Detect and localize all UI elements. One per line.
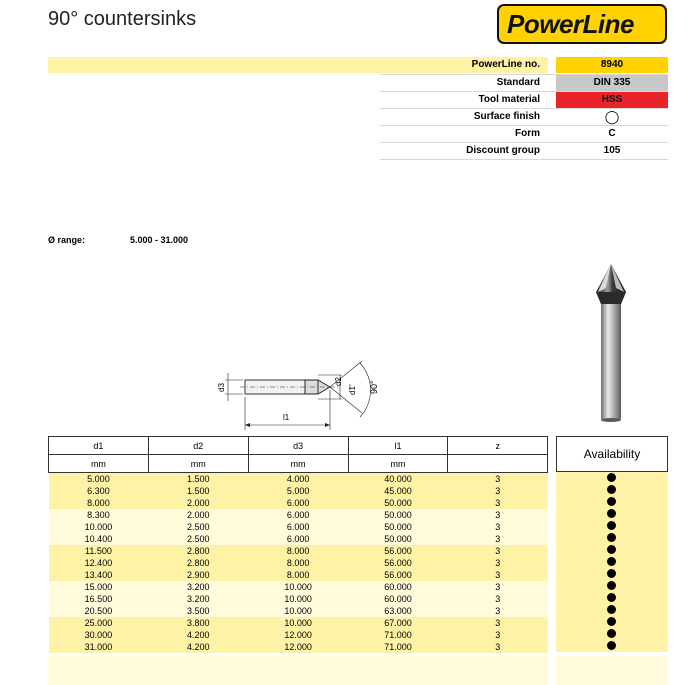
spec-label-form: Form — [515, 128, 540, 139]
table-row — [49, 473, 548, 486]
cell-l1: 71.000 — [348, 629, 448, 641]
spec-divider — [380, 159, 668, 160]
column-header-l1: l1 — [348, 437, 448, 455]
cell-z: 3 — [448, 473, 548, 486]
cell-l1: 56.000 — [348, 569, 448, 581]
filled-circle-icon — [607, 485, 616, 494]
filled-circle-icon — [607, 641, 616, 650]
cell-d1: 31.000 — [49, 641, 149, 653]
column-header-d3: d3 — [248, 437, 348, 455]
table-row — [49, 521, 548, 533]
cell-d2: 2.800 — [148, 557, 248, 569]
cell-d2: 3.800 — [148, 617, 248, 629]
filled-circle-icon — [607, 617, 616, 626]
spec-value-standard: DIN 335 — [556, 75, 668, 91]
column-header-d1: d1 — [49, 437, 149, 455]
table-row — [49, 545, 548, 557]
cell-d2: 2.800 — [148, 545, 248, 557]
surface-finish-icon: ◯ — [604, 109, 620, 124]
cell-l1: 50.000 — [348, 521, 448, 533]
cell-z: 3 — [448, 641, 548, 653]
cell-d1: 16.500 — [49, 593, 149, 605]
cell-d1: 30.000 — [49, 629, 149, 641]
cell-d2: 4.200 — [148, 629, 248, 641]
countersink-tool-image — [578, 262, 648, 422]
spec-value-powerline-no: 8940 — [556, 57, 668, 73]
table-footer-blank — [48, 656, 548, 685]
availability-footer-blank — [556, 656, 668, 685]
cell-d2: 2.000 — [148, 509, 248, 521]
dim-label-d1: d1 — [348, 386, 357, 395]
cell-z: 3 — [448, 521, 548, 533]
cell-d3: 12.000 — [248, 629, 348, 641]
unit-d3: mm — [248, 455, 348, 473]
table-row — [49, 581, 548, 593]
cell-d2: 3.500 — [148, 605, 248, 617]
cell-d1: 12.400 — [49, 557, 149, 569]
filled-circle-icon — [607, 593, 616, 602]
cell-d3: 6.000 — [248, 533, 348, 545]
cell-d2: 1.500 — [148, 473, 248, 486]
cell-d1: 5.000 — [49, 473, 149, 486]
cell-z: 3 — [448, 497, 548, 509]
cell-d3: 6.000 — [248, 521, 348, 533]
dim-label-l1: l1 — [283, 413, 290, 422]
cell-z: 3 — [448, 533, 548, 545]
cell-l1: 40.000 — [348, 473, 448, 486]
column-header-z: z — [448, 437, 548, 455]
cell-d2: 3.200 — [148, 581, 248, 593]
cell-d2: 2.500 — [148, 521, 248, 533]
unit-l1: mm — [348, 455, 448, 473]
cell-z: 3 — [448, 569, 548, 581]
cell-z: 3 — [448, 629, 548, 641]
cell-d1: 11.500 — [49, 545, 149, 557]
filled-circle-icon — [607, 533, 616, 542]
cell-d1: 10.400 — [49, 533, 149, 545]
dim-label-d3: d3 — [217, 383, 226, 392]
filled-circle-icon — [607, 581, 616, 590]
powerline-logo — [497, 4, 667, 44]
cell-l1: 60.000 — [348, 593, 448, 605]
cell-l1: 71.000 — [348, 641, 448, 653]
spec-label-powerline-no: PowerLine no. — [471, 59, 540, 70]
cell-l1: 50.000 — [348, 497, 448, 509]
cell-d3: 10.000 — [248, 581, 348, 593]
filled-circle-icon — [607, 521, 616, 530]
cell-d2: 3.200 — [148, 593, 248, 605]
cell-z: 3 — [448, 581, 548, 593]
unit-d2: mm — [148, 455, 248, 473]
availability-header: Availability — [556, 436, 668, 472]
table-body — [49, 473, 548, 654]
filled-circle-icon — [607, 473, 616, 482]
cell-d2: 1.500 — [148, 485, 248, 497]
cell-z: 3 — [448, 593, 548, 605]
spec-value-form: C — [608, 128, 616, 139]
filled-circle-icon — [607, 497, 616, 506]
cell-d2: 4.200 — [148, 641, 248, 653]
cell-d3: 8.000 — [248, 545, 348, 557]
cell-l1: 56.000 — [348, 557, 448, 569]
cell-z: 3 — [448, 485, 548, 497]
dim-label-d2: d2 — [334, 377, 343, 386]
cell-l1: 50.000 — [348, 533, 448, 545]
cell-l1: 60.000 — [348, 581, 448, 593]
cell-d2: 2.000 — [148, 497, 248, 509]
table-row — [49, 629, 548, 641]
cell-d1: 25.000 — [49, 617, 149, 629]
range-value: 5.000 - 31.000 — [130, 235, 189, 245]
unit-d1: mm — [49, 455, 149, 473]
filled-circle-icon — [607, 605, 616, 614]
filled-circle-icon — [607, 629, 616, 638]
cell-d1: 13.400 — [49, 569, 149, 581]
dimensions-table — [48, 436, 548, 653]
filled-circle-icon — [607, 509, 616, 518]
cell-l1: 63.000 — [348, 605, 448, 617]
spec-value-tool-material: HSS — [556, 92, 668, 108]
technical-drawing — [210, 355, 390, 435]
unit-z — [448, 455, 548, 473]
column-header-d2: d2 — [148, 437, 248, 455]
cell-z: 3 — [448, 557, 548, 569]
table-row — [49, 569, 548, 581]
cell-d3: 12.000 — [248, 641, 348, 653]
table-row — [49, 485, 548, 497]
filled-circle-icon — [607, 569, 616, 578]
table-row — [49, 533, 548, 545]
spec-label-standard: Standard — [496, 77, 540, 88]
cell-d2: 2.900 — [148, 569, 248, 581]
cell-d3: 8.000 — [248, 569, 348, 581]
filled-circle-icon — [607, 557, 616, 566]
cell-d3: 10.000 — [248, 617, 348, 629]
table-row — [49, 605, 548, 617]
cell-d3: 6.000 — [248, 509, 348, 521]
cell-d1: 15.000 — [49, 581, 149, 593]
table-row — [49, 641, 548, 653]
table-row — [49, 509, 548, 521]
cell-d1: 10.000 — [49, 521, 149, 533]
cell-d1: 20.500 — [49, 605, 149, 617]
spec-value-discount-group: 105 — [603, 145, 621, 156]
table-row — [49, 617, 548, 629]
logo-text: PowerLine — [507, 9, 634, 39]
filled-circle-icon — [607, 545, 616, 554]
cell-d1: 8.000 — [49, 497, 149, 509]
cell-d3: 4.000 — [248, 473, 348, 486]
cell-d3: 10.000 — [248, 605, 348, 617]
cell-d3: 6.000 — [248, 497, 348, 509]
cell-z: 3 — [448, 509, 548, 521]
cell-l1: 50.000 — [348, 509, 448, 521]
cell-d3: 10.000 — [248, 593, 348, 605]
spec-label-discount-group: Discount group — [466, 145, 540, 156]
dim-label-angle: 90° — [369, 380, 379, 394]
range-label: Ø range: — [48, 235, 86, 245]
cell-z: 3 — [448, 605, 548, 617]
table-row — [49, 497, 548, 509]
cell-l1: 56.000 — [348, 545, 448, 557]
availability-column — [556, 472, 668, 652]
table-row — [49, 557, 548, 569]
page-title: 90° countersinks — [48, 8, 197, 30]
cell-d3: 8.000 — [248, 557, 348, 569]
cell-z: 3 — [448, 545, 548, 557]
cell-d1: 8.300 — [49, 509, 149, 521]
spec-label-surface-finish: Surface finish — [473, 111, 540, 122]
cell-l1: 45.000 — [348, 485, 448, 497]
spec-label-tool-material: Tool material — [478, 94, 540, 105]
cell-z: 3 — [448, 617, 548, 629]
cell-l1: 67.000 — [348, 617, 448, 629]
cell-d2: 2.500 — [148, 533, 248, 545]
cell-d3: 5.000 — [248, 485, 348, 497]
cell-d1: 6.300 — [49, 485, 149, 497]
table-row — [49, 593, 548, 605]
